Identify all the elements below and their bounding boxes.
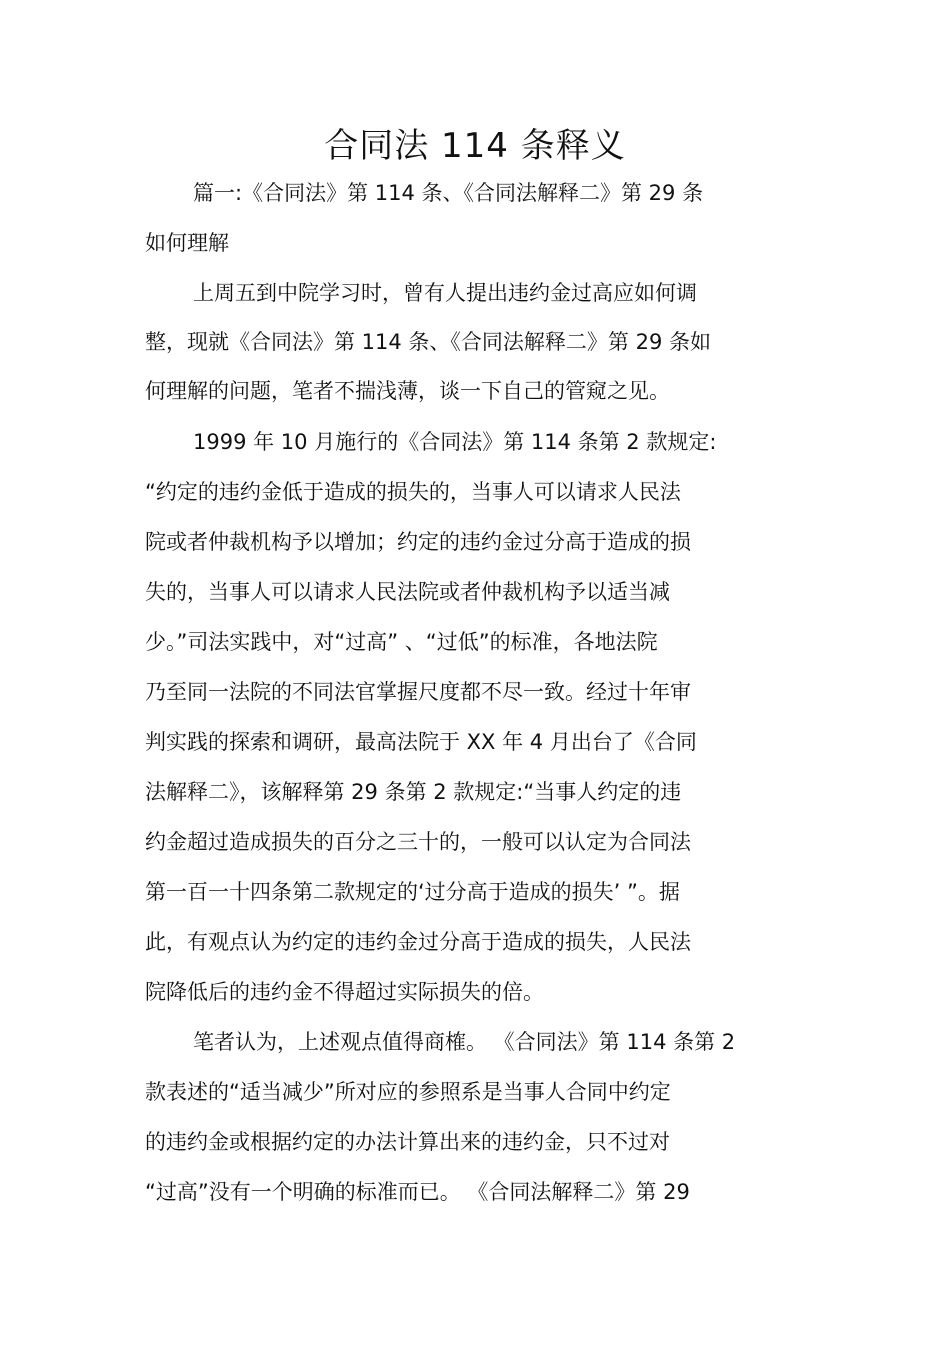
text-line: 约金超过造成损失的百分之三十的，一般可以认定为合同法 — [145, 830, 691, 854]
document-title: 合同法 114 条释义 — [324, 126, 626, 166]
text-line: 法解释二》，该解释第 29 条第 2 款规定:“当事人约定的违 — [145, 780, 682, 804]
text-line: 第一百一十四条第二款规定的‘过分高于造成的损失’ ”。据 — [145, 880, 680, 904]
text-line: 少。”司法实践中，对“过高” 、“过低”的标准，各地法院 — [145, 630, 658, 654]
text-line: 上周五到中院学习时，曾有人提出违约金过高应如何调 — [193, 281, 697, 305]
text-line: 院或者仲裁机构予以增加；约定的违约金过分高于造成的损 — [145, 530, 691, 554]
text-line: 1999 年 10 月施行的《合同法》第 114 条第 2 款规定: — [193, 430, 717, 454]
text-line: 失的，当事人可以请求人民法院或者仲裁机构予以适当减 — [145, 580, 670, 604]
text-line: 判实践的探索和调研，最高法院于 XX 年 4 月出台了《合同 — [145, 730, 697, 754]
text-line: 的违约金或根据约定的办法计算出来的违约金，只不过对 — [145, 1130, 670, 1154]
text-line: 篇一:《合同法》第 114 条、《合同法解释二》第 29 条 — [193, 181, 704, 205]
text-line: 院降低后的违约金不得超过实际损失的倍。 — [145, 980, 544, 1004]
text-line: 如何理解 — [145, 231, 229, 255]
text-line: 乃至同一法院的不同法官掌握尺度都不尽一致。经过十年审 — [145, 680, 691, 704]
text-line: 何理解的问题，笔者不揣浅薄，谈一下自己的管窥之见。 — [145, 379, 670, 403]
text-line: 此，有观点认为约定的违约金过分高于造成的损失，人民法 — [145, 930, 691, 954]
text-line: 笔者认为，上述观点值得商榷。 《合同法》第 114 条第 2 — [193, 1030, 736, 1054]
text-line: “过高”没有一个明确的标准而已。 《合同法解释二》第 29 — [145, 1180, 690, 1204]
text-line: “约定的违约金低于造成的损失的，当事人可以请求人民法 — [145, 480, 681, 504]
text-line: 整，现就《合同法》第 114 条、《合同法解释二》第 29 条如 — [145, 330, 712, 354]
text-line: 款表述的“适当减少”所对应的参照系是当事人合同中约定 — [145, 1080, 671, 1104]
